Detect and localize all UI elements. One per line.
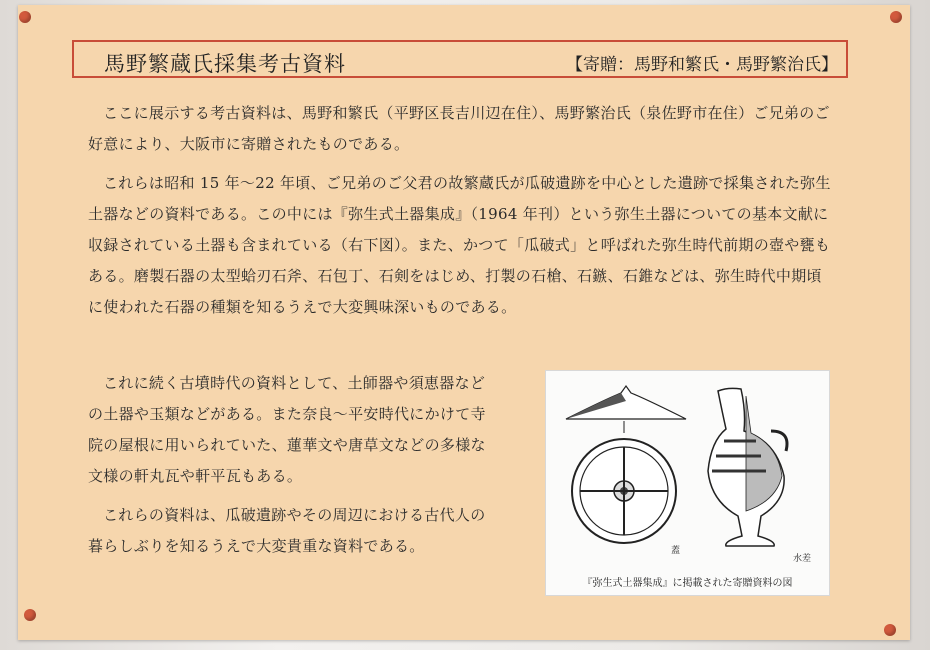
pin-top-right (890, 11, 902, 23)
pin-bottom-left (24, 609, 36, 621)
label-jar: 水差 (793, 554, 812, 564)
pottery-figure (545, 370, 830, 596)
donor-credit: 【寄贈：馬野和繁氏・馬野繁治氏】 (566, 55, 838, 75)
text-lower (88, 368, 498, 570)
paragraph-conclusion: これらの資料は、瓜破遺跡やその周辺における古代人の暮らしぶりを知るうえで大変貴重な資料である。 (88, 506, 486, 555)
header-box (72, 40, 848, 78)
label-lid: 蓋 (671, 546, 681, 556)
pottery-drawing (546, 371, 829, 595)
page-title: 馬野繁蔵氏採集考古資料 (104, 52, 346, 76)
paragraph-yayoi: これらは昭和 15 年～22 年頃、ご兄弟のご父君の故繁蔵氏が瓜破遺跡を中心とした遺跡で採集された弥生土器などの資料である。この中には『弥生式土器集成』（1964 年刊）という弥生土器についての基本文献に収録されている土器も含まれている（右下図）。また、かつて「瓜破式」と呼ばれた弥生時代前期の壺や甕もある。磨製石器の太型蛤刃石斧、石包丁、石剣をはじめ、打製の石槍、石鏃、石錐などは、弥生時代中期頃に使われた石器の種類を知るうえで大変興味深いものである。 (88, 174, 831, 316)
paragraph-kofun: これに続く古墳時代の資料として、土師器や須恵器などの土器や玉類などがある。また奈良～平安時代にかけて寺院の屋根に用いられていた、蓮華文や唐草文などの多様な文様の軒丸瓦や軒平瓦もある。 (88, 374, 486, 485)
figure-caption: 『弥生式土器集成』に掲載された寄贈資料の図 (582, 578, 793, 589)
paragraph-intro: ここに展示する考古資料は、馬野和繁氏（平野区長吉川辺在住）、馬野繁治氏（泉佐野市在住）ご兄弟のご好意により、大阪市に寄贈されたものである。 (88, 104, 830, 153)
pin-top-left (19, 11, 31, 23)
text-upper (88, 98, 832, 331)
pin-bottom-right (884, 624, 896, 636)
